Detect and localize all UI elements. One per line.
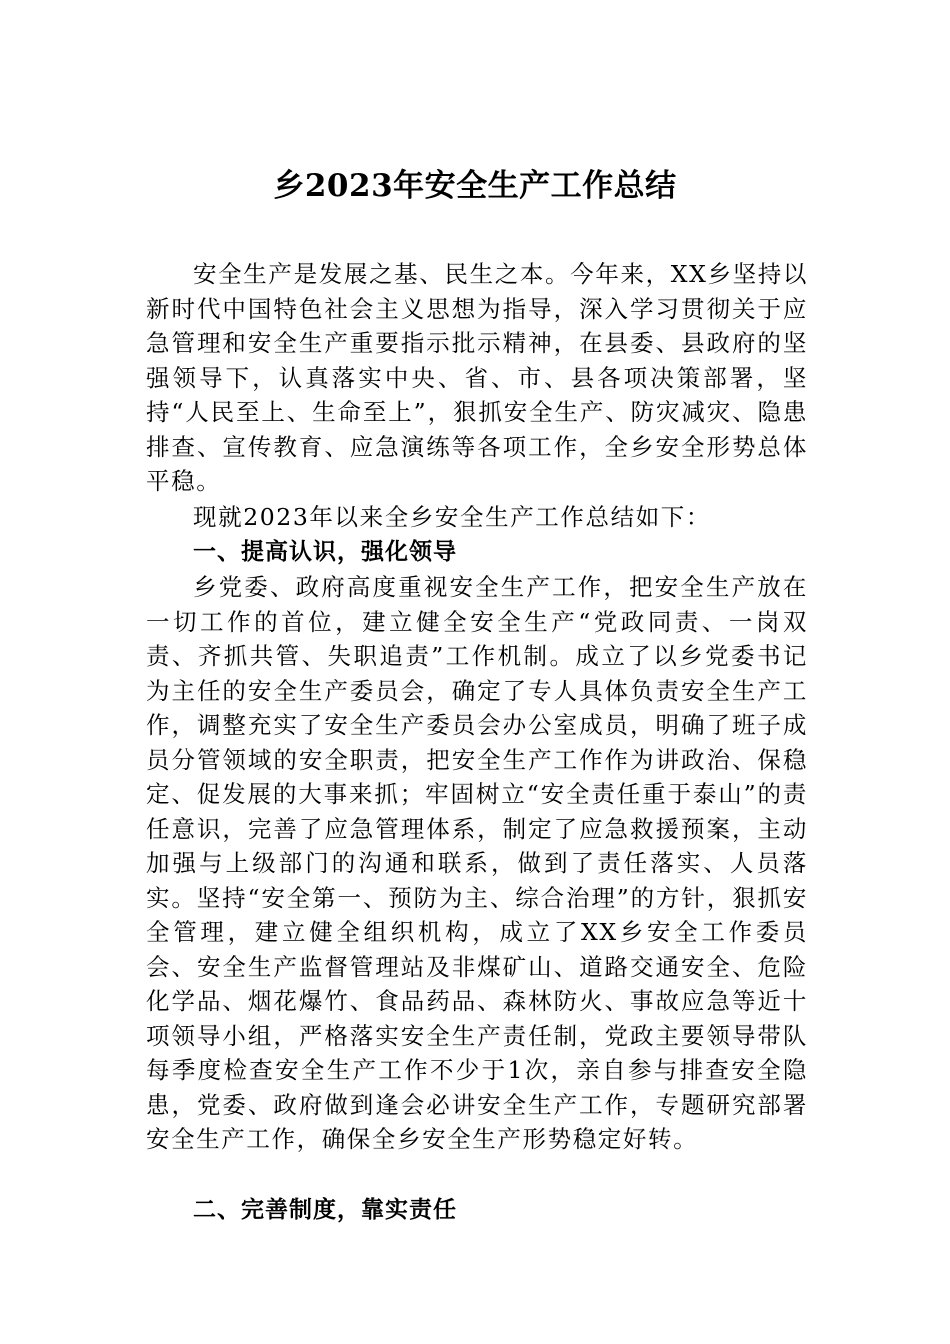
paragraph-intro: 安全生产是发展之基、民生之本。今年来，XX乡坚持以新时代中国特色社会主义思想为指导，深入学习贯彻关于应急管理和安全生产重要指示批示精神，在县委、县政府的坚强领导下，认真落实中央、省、市、县各项决策部署，坚持“人民至上、生命至上”，狠抓安全生产、防灾减灾、隐患排查、宣传教育、应急演练等各项工作，全乡安全形势总体平稳。	[146, 260, 808, 495]
document-title: 乡2023年安全生产工作总结	[273, 168, 677, 204]
section-heading-2: 二、完善制度，靠实责任	[193, 1197, 457, 1223]
section-heading-1: 一、提高认识，强化领导	[193, 539, 457, 565]
paragraph-summary-lead: 现就2023年以来全乡安全生产工作总结如下：	[193, 503, 712, 531]
paragraph-section-1: 乡党委、政府高度重视安全生产工作，把安全生产放在一切工作的首位，建立健全安全生产“党政同责、一岗双责、齐抓共管、失职追责”工作机制。成立了以乡党委书记为主任的安全生产委员会，确定了专人具体负责安全生产工作，调整充实了安全生产委员会办公室成员，明确了班子成员分管领域的安全职责，把安全生产工作作为讲政治、保稳定、促发展的大事来抓；牢固树立“安全责任重于泰山”的责任意识，完善了应急管理体系，制定了应急救援预案，主动加强与上级部门的沟通和联系，做到了责任落实、人员落实。坚持“安全第一、预防为主、综合治理”的方针，狠抓安全管理，建立健全组织机构，成立了XX乡安全工作委员会、安全生产监督管理站及非煤矿山、道路交通安全、危险化学品、烟花爆竹、食品药品、森林防火、事故应急等近十项领导小组，严格落实安全生产责任制，党政主要领导带队每季度检查安全生产工作不少于1次，亲自参与排查安全隐患，党委、政府做到逢会必讲安全生产工作，专题研究部署安全生产工作，确保全乡安全生产形势稳定好转。	[146, 573, 808, 1153]
